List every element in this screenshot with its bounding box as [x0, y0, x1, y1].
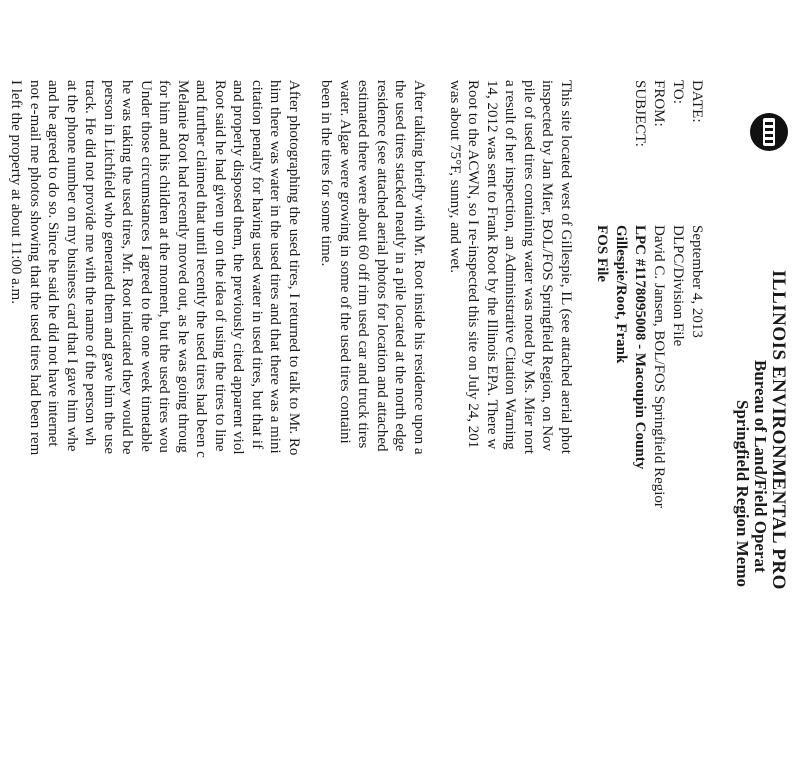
subject-line-3: FOS File — [594, 225, 610, 283]
date-label: DATE: — [689, 80, 705, 123]
illinois-epa-logo-icon — [749, 112, 789, 152]
paragraph-line: and he agreed to do so. Since he said he did not have internet — [45, 80, 62, 447]
subject-line-1: LPC #1178095008 - Macoupin County — [632, 225, 648, 470]
to-label: TO: — [670, 80, 686, 104]
paragraph-line: Root to the ACWN, so I re-inspected this site on July 24, 201 — [465, 80, 482, 449]
rotated-memo-page — [8, 30, 797, 750]
paragraph-line: pile of used tires containing water was noted by Ms. Mier nort — [521, 80, 537, 455]
paragraph-line: residence (see attached aerial photos for location and attached — [374, 80, 390, 452]
paragraph-line: 14, 2012 was sent to Frank Root by the Illinois EPA. There w — [484, 80, 500, 450]
subject-label: SUBJECT: — [632, 80, 648, 147]
paragraph-line: estimated there were about 60 off rim used car and truck tires — [355, 80, 372, 449]
paragraph-line: After photographing the used tires, I returned to talk to Mr. Ro — [286, 80, 302, 456]
paragraph-4 — [7, 80, 26, 770]
paragraph-line: This site located west of Gillespie, IL (see attached aerial phot — [558, 80, 574, 454]
paragraph-line: for him and his children at the moment, but the used tires wou — [156, 80, 173, 453]
paragraph-1 — [446, 80, 576, 770]
paragraph-line: person in Litchfield who generated them and gave him the use — [101, 80, 117, 455]
paragraph-3 — [26, 80, 304, 770]
paragraph-line: at the phone number on my business card that I gave him whe — [64, 80, 80, 452]
from-label: FROM: — [651, 80, 667, 127]
paragraph-line: was about 75°F, sunny, and wet. — [447, 80, 463, 273]
paragraph-2 — [317, 80, 428, 770]
paragraph-line: not e-mail me photos showing that the used tires had been rem — [27, 80, 43, 456]
paragraph-line: and properly disposed them, the previously cited apparent viol — [230, 80, 247, 455]
paragraph-line: the used tires stacked neatly in a pile located at the north edge — [392, 80, 409, 452]
from-value: David C. Jansen, BOL/FOS Springfield Regior — [651, 225, 667, 508]
paragraph-line: track. He did not provide me with the name of the person wh — [82, 80, 99, 446]
subject-line-2: Gillespie/Root, Frank — [613, 225, 629, 364]
paragraph-line: Root said he had given up on the idea of using the tires to line — [212, 80, 228, 452]
paragraph-line: him there was water in the used tires and that there was a mini — [267, 80, 284, 454]
paragraph-line: a result of her inspection, an Administrative Citation Warning — [502, 80, 519, 450]
paragraph-line: I left the property at about 11:00 a.m. — [8, 80, 24, 304]
date-value: September 4, 2013 — [689, 225, 705, 338]
to-value: DLPC/Division File — [670, 225, 686, 347]
paragraph-line: and further claimed that until recently the used tires had been c — [193, 80, 210, 458]
paragraph-line: he was taking the used tires, Mr. Root indicated they would be — [119, 80, 136, 455]
paragraph-line: inspected by Jan Mier, BOL/FOS Springfield Region, on Nov — [539, 80, 556, 452]
paragraph-line: citation penalty for having used water in used tires, but that if — [249, 80, 265, 450]
paragraph-line: water. Algae were growing in some of the used tires containi — [337, 80, 353, 444]
paragraph-line: been in the tires for some time. — [318, 80, 335, 267]
paragraph-line: After talking briefly with Mr. Root inside his residence upon a — [411, 80, 427, 455]
region-memo-title: Springfield Region Memo — [733, 400, 752, 587]
paragraph-line: Under those circumstances I agreed to the one week timetable — [138, 80, 154, 452]
agency-name: ILLINOIS ENVIRONMENTAL PRO — [768, 270, 789, 590]
bureau-name: Bureau of Land/Field Operat — [751, 360, 770, 573]
paragraph-line: Melanie Root had recently moved out, as he was going throug — [175, 80, 191, 453]
